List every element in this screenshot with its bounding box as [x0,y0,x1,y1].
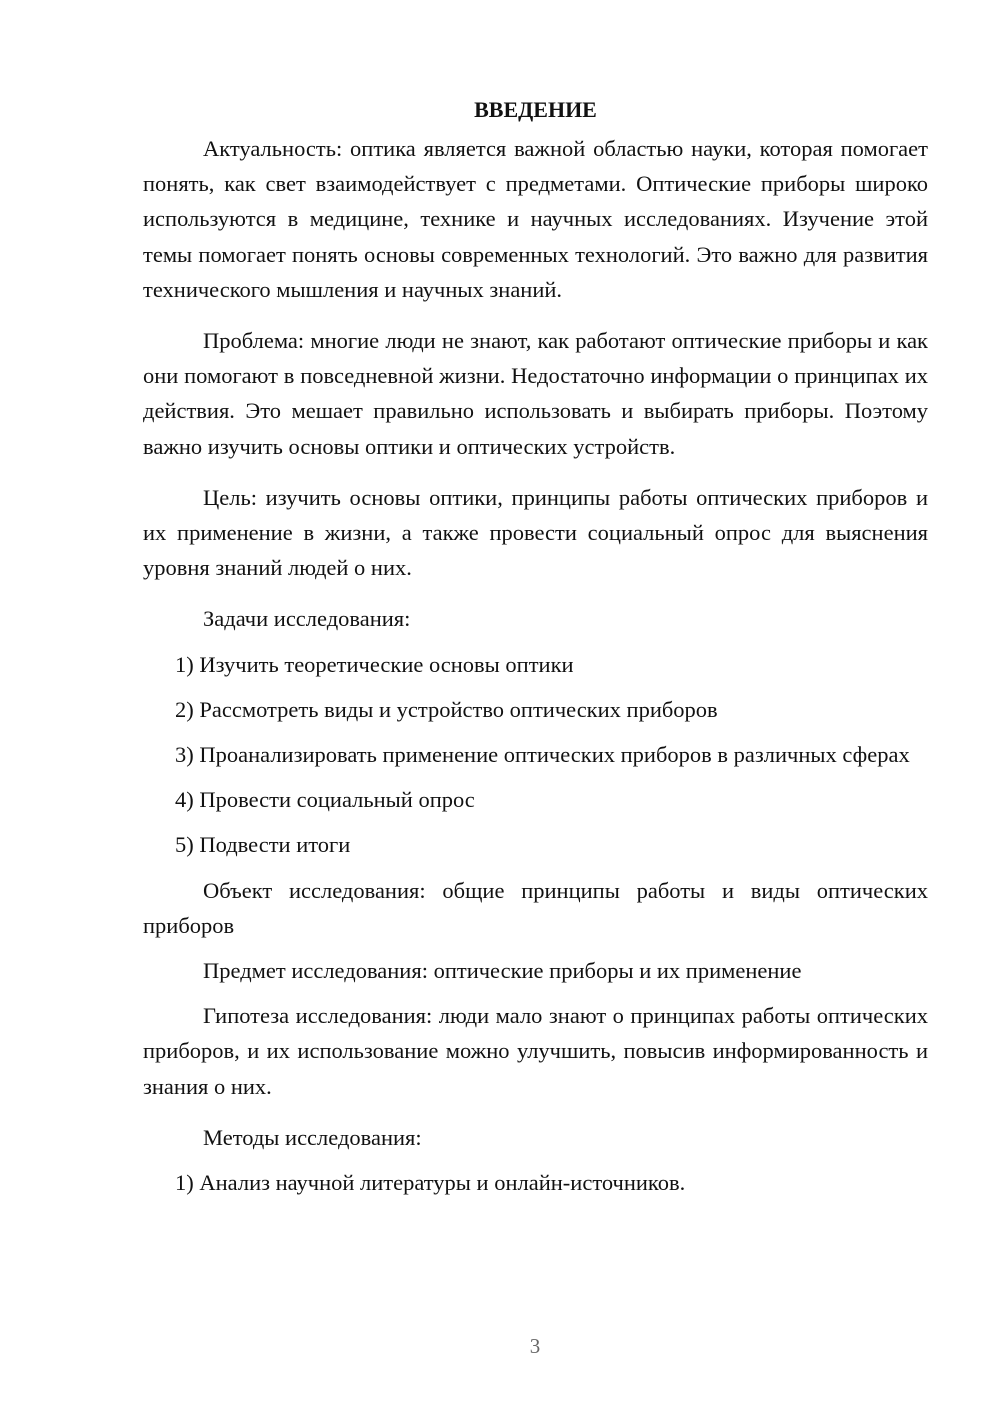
task-item: 4) Провести социальный опрос [175,787,475,813]
task-item: 2) Рассмотреть виды и устройство оптических приборов [175,696,718,722]
problem-paragraph: Проблема: многие люди не знают, как работают оптические приборы и как они помогают в повседневной жизни. Недостаточно информации о принципах их действия. Это мешает правильно использовать и выбирать приборы. Поэтому важно изучить основы оптики и оптических устройств. [143,328,928,459]
relevance-paragraph: Актуальность: оптика является важной областью науки, которая помогает понять, как свет взаимодействует с предметами. Оптические приборы широко используются в медицине, технике и научных исследованиях. Изучение этой темы помогает понять основы современных технологий. Это важно для развития технического мышления и научных знаний. [143,136,928,302]
task-item: 1) Изучить теоретические основы оптики [175,651,574,677]
tasks-label: Задачи исследования: [203,606,411,632]
goal-paragraph: Цель: изучить основы оптики, принципы работы оптических приборов и их применение в жизни, а также провести социальный опрос для выяснения уровня знаний людей о них. [143,484,928,581]
method-item: 1) Анализ научной литературы и онлайн-источников. [175,1170,686,1196]
subject-paragraph: Предмет исследования: оптические приборы и их применение [203,958,802,984]
task-item: 3) Проанализировать применение оптических приборов в различных сферах [175,742,910,768]
page-title: ВВЕДЕНИЕ [474,97,597,122]
task-item: 5) Подвести итоги [175,832,351,858]
page-content [143,94,928,1210]
object-paragraph: Объект исследования: общие принципы работы и виды оптических приборов [143,877,928,938]
methods-label: Методы исследования: [203,1124,422,1150]
page-number: 3 [529,1334,541,1358]
hypothesis-paragraph: Гипотеза исследования: люди мало знают о принципах работы оптических приборов, и их использование можно улучшить, повысив информированность и знания о них. [143,1003,928,1099]
